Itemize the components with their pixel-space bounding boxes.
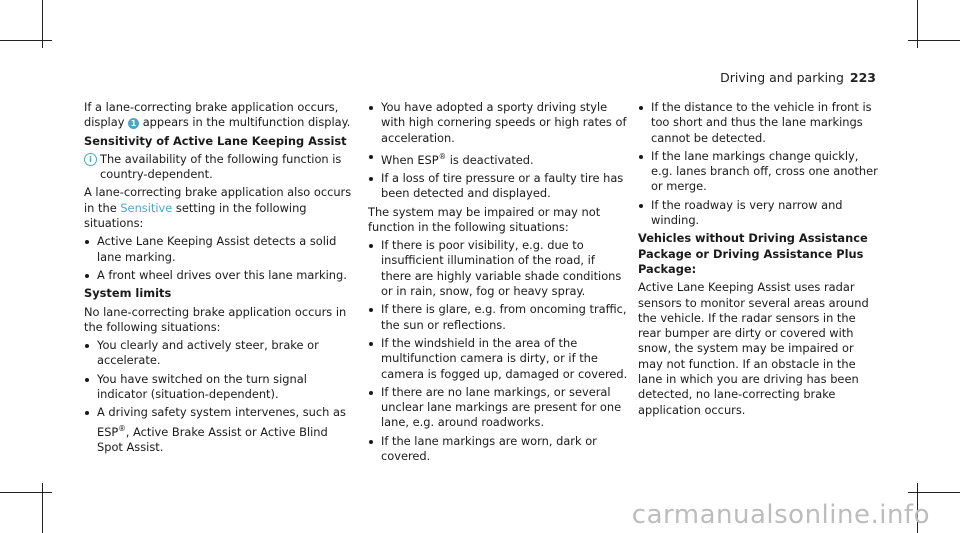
list-item: If a loss of tire pressure or a faulty tire has been detected and displayed. <box>368 171 628 202</box>
section-title: Driving and parking <box>720 70 844 85</box>
bullet-list <box>84 338 354 455</box>
bullet-list <box>368 100 628 202</box>
heading-system-limits: System limits <box>84 286 172 301</box>
list-item: A driving safety system intervenes, such as ESP®, Active Brake Assist or Active Blind Spot Assist. <box>84 405 354 455</box>
list-item: You have adopted a sporty driving style with high cornering speeds or high rates of acceleration. <box>368 100 628 146</box>
list-item: If the windshield in the area of the multifunction camera is dirty, or if the camera is fogged up, damaged or covered. <box>368 336 628 382</box>
column-3 <box>638 100 878 421</box>
paragraph: No lane-correcting brake application occurs in the following situations: <box>84 304 347 334</box>
sensitive-setting-link[interactable]: Sensitive <box>120 200 173 215</box>
list-item: If there are no lane markings, or several unclear lane markings are present for one lane, e.g. around roadworks. <box>368 385 628 431</box>
list-item: Active Lane Keeping Assist detects a solid lane marking. <box>84 234 354 265</box>
list-item: When ESP® is deactivated. <box>368 149 628 168</box>
list-item: You have switched on the turn signal indicator (situation-dependent). <box>84 372 354 403</box>
watermark: carmanualsonline.info <box>631 500 930 530</box>
info-note: i The availability of the following function is country-dependent. <box>84 152 354 183</box>
page-number: 223 <box>849 70 876 85</box>
bullet-list <box>638 100 878 228</box>
bullet-list <box>84 234 354 283</box>
crop-mark <box>42 483 43 533</box>
heading-sensitivity: Sensitivity of Active Lane Keeping Assist <box>84 133 347 148</box>
heading-vehicles-without-package: Vehicles without Driving Assistance Package or Driving Assistance Plus Package: <box>638 231 868 276</box>
list-item: If the distance to the vehicle in front is too short and thus the lane markings cannot be detected. <box>638 100 878 146</box>
list-item: If the lane markings are worn, dark or covered. <box>368 434 628 465</box>
list-item: If the roadway is very narrow and winding. <box>638 198 878 229</box>
list-item: You clearly and actively steer, brake or accelerate. <box>84 338 354 369</box>
paragraph: Active Lane Keeping Assist uses radar sensors to monitor several areas around the vehicle. If the radar sensors in the rear bumper are dirty or covered with snow, the system may be impaired or may not function. If an obstacle in the lane in which you are driving has been detected, no lane-correcting brake application occurs. <box>638 280 869 417</box>
crop-mark <box>908 492 960 493</box>
crop-mark <box>0 40 52 41</box>
list-item: If the lane markings change quickly, e.g. lanes branch off, cross one another or merge. <box>638 149 878 195</box>
paragraph: The system may be impaired or may not function in the following situations: <box>368 204 601 234</box>
crop-mark <box>0 492 52 493</box>
crop-mark <box>908 40 960 41</box>
paragraph: A lane-correcting brake application also occurs in the Sensitive setting in the following situations: <box>84 185 352 231</box>
column-2 <box>368 100 628 467</box>
list-item: A front wheel drives over this lane marking. <box>84 268 354 283</box>
intro-paragraph: If a lane-correcting brake application occurs, display 1 appears in the multifunction display. <box>84 100 351 130</box>
list-item: If there is poor visibility, e.g. due to insufficient illumination of the road, if there are highly variable shade conditions or in rain, snow, fog or heavy spray. <box>368 238 628 299</box>
bullet-list <box>368 238 628 464</box>
callout-1-icon: 1 <box>128 118 139 129</box>
list-item: If there is glare, e.g. from oncoming traffic, the sun or reflections. <box>368 302 628 333</box>
column-1 <box>84 100 354 458</box>
page-header <box>720 70 876 85</box>
info-icon: i <box>84 153 97 166</box>
